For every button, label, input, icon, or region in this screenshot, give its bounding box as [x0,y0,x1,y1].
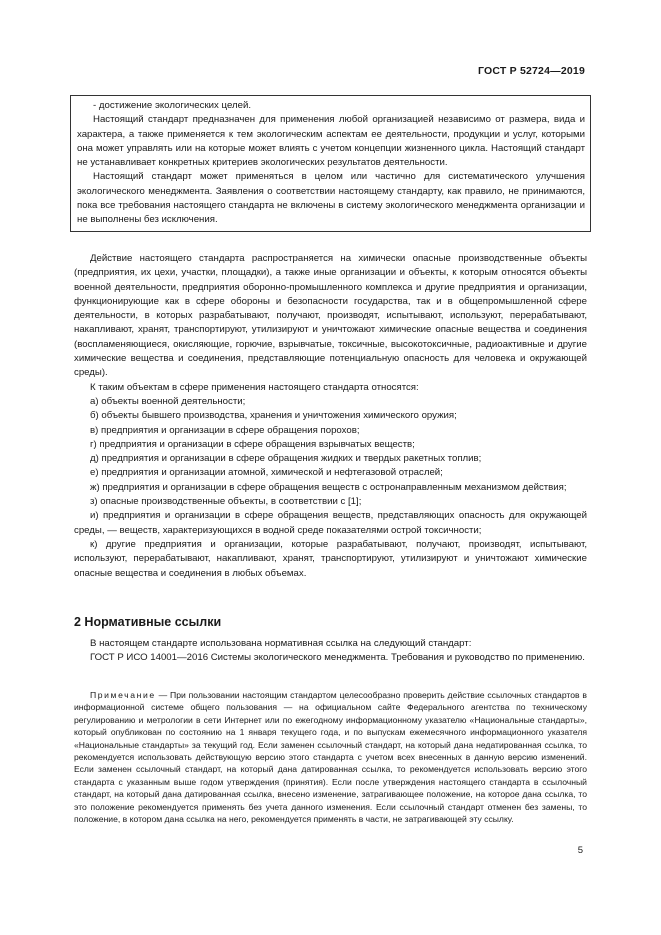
list-item: и) предприятия и организации в сфере обращения веществ, представляющих опасность для окружающей среды, — веществ, характеризующихся в водной среде показателями острой токсичности; [74,510,587,536]
box-paragraph: Настоящий стандарт предназначен для применения любой организацией независимо от размера, вида и характера, а также применяется к тем экологическим аспектам ее деятельности, продукции и услуг, которыми она может управлять или на которые может влиять с учетом концепции жизненного цикла. Настоящий стандарт не устанавливает конкретных критериев экологических результатов деятельности. [77,114,585,169]
standard-id: ГОСТ Р 52724—2019 [477,65,585,77]
box-paragraph: - достижение экологических целей. [93,100,252,111]
scope-box [70,95,591,232]
note-label: Примечание [90,690,156,700]
list-item: г) предприятия и организации в сфере обращения взрывчатых веществ; [90,438,415,450]
section2-paragraph: В настоящем стандарте использована нормативная ссылка на следующий стандарт: [90,638,472,649]
section-heading: 2 Нормативные ссылки [74,615,222,629]
section2-paragraph: ГОСТ Р ИСО 14001—2016 Системы экологического менеджмента. Требования и руководство по применению. [90,652,585,664]
list-item: б) объекты бывшего производства, хранения и уничтожения химического оружия; [90,410,457,422]
list-item: ж) предприятия и организации в сфере обращения веществ с остронаправленным механизмом действия; [90,481,567,493]
box-paragraph: Настоящий стандарт может применяться в целом или частично для систематического улучшения экологического менеджмента. Заявления о соответствии настоящему стандарту, как правило, не принимаются, пока все требования настоящего стандарта не включены в систему экологического менеджмента организации и не выполнены без исключения. [77,171,585,226]
note-text: — При пользовании настоящим стандартом целесообразно проверить действие ссылочных стандартов в информационной системе общего пользования — на официальном сайте Федерального агентства по техническому регулированию и метрологии в сети Интернет или по ежегодному информационному указателю «Национальные стандарты», который опубликован по состоянию на 1 января текущего года, и по выпускам ежемесячного информационного указателя «Национальные стандарты» за текущий год. Если заменен ссылочный стандарт, на который дана недатированная ссылка, то рекомендуется использовать действующую версию этого стандарта с учетом всех внесенных в данную версию изменений. Если заменен ссылочный стандарт, на который дана датированная ссылка, то рекомендуется использовать версию этого стандарта с указанным выше годом утверждения (принятия). Если после утверждения настоящего стандарта в ссылочный стандарт, на который дана датированная ссылка, внесено изменение, затрагивающее положение, на которое дана ссылка, то это положение рекомендуется применять без учета данного изменения. Если ссылочный стандарт отменен без замены, то положение, в котором дана ссылка на него, рекомендуется применять в части, не затрагивающей эту ссылку. [74,690,587,825]
section2-body [74,637,587,666]
page-number: 5 [577,845,583,856]
list-item: к) другие предприятия и организации, которые разрабатывают, получают, производят, испытывают, используют, перерабатывают, накапливают, хранят, транспортируют, утилизируют и уничтожают химические опасные вещества и соединения в любых объемах. [74,538,587,579]
list-item: а) объекты военной деятельности; [90,395,246,407]
list-item: з) опасные производственные объекты, в соответствии с [1]; [90,496,362,508]
list-item: е) предприятия и организации атомной, химической и нефтегазовой отраслей; [90,467,443,479]
intro-paragraph: Действие настоящего стандарта распространяется на химически опасные производственные объекты (предприятия, их цехи, участки, площадки), а также иные организации и объекты, к которым относятся объекты военной деятельности, предприятия оборонно-промышленного комплекса и другие предприятия и организации, функционирующие как в сфере обороны и безопасности государства, так и в общепромышленной сфере деятельности, в которых разрабатывают, получают, производят, испытывают, используют, перерабатывают, накапливают, хранят, транспортируют, утилизируют и уничтожают химические опасные вещества и соединения (воспламеняющиеся, окисляющие, горючие, взрывчатые, токсичные, высокотоксичные, радиоактивные и другие химические вещества и соединения, представляющие потенциальную опасность для человека и окружающей среды). [74,253,587,379]
scope-body [74,252,587,581]
note-block [74,689,587,825]
list-item: в) предприятия и организации в сфере обращения порохов; [90,424,360,436]
list-intro: К таким объектам в сфере применения настоящего стандарта относятся: [90,381,419,393]
list-item: д) предприятия и организации в сфере обращения жидких и твердых ракетных топлив; [90,453,482,465]
